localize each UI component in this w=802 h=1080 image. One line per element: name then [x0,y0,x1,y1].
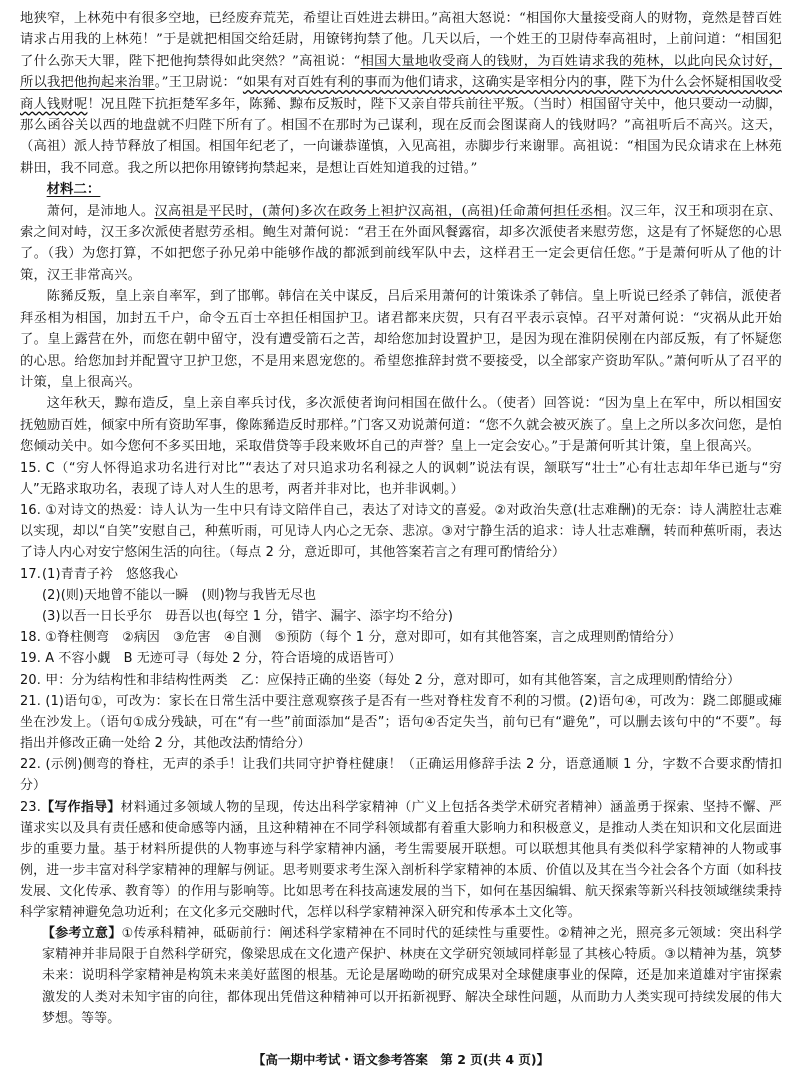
reference-ideas-tag: 【参考立意】 [42,926,122,942]
answer-15: 15. C（“穷人怀得追求功名进行对比”“表达了对只追求功名利禄之人的讽刺”说法有误，颔联写“壮士”心有壮志却年华已逝与“穷人”无路求取功名，表现了诗人对人生的思考，两者并非对比，也并非讽刺。） [20,460,782,497]
answer-20: 20. 甲：分为结构性和非结构性两类 乙：应保持正确的坐姿（每处 2 分，意对即可，如有其他答案，言之成理则酌情给分） [20,672,741,688]
material1-text-c: ！况且陛下抗拒楚军多年，陈豨、黥布反叛时，陛下又亲自带兵前往平叛。（当时）相国留守关中，他只要动一动脚，那么函谷关以西的地盘就不归陛下所有了。相国不在那时为己谋利，现在反而会图谋商人的钱财吗？”高祖听后不高兴。这天，（高祖）派人持节释放了相国。相国年纪老了，一向谦恭谨慎，入见高祖，赤脚步行来谢罪。高祖说：“相国为民众请求在上林苑耕田，我不同意。我之所以把你用镣铐拘禁起来，是想让百姓知道我的过错。” [20,96,783,176]
material1-text-b: 。”王卫尉说：“ [154,75,243,91]
material1-wavy-sentence: 如果有对百姓有利的事而为他们请求，这确实是宰相分内的事，陛下为什么会怀疑相国收受商人钱财呢 [20,75,783,112]
material2-underlined-sentence: 汉高祖是平民时，(萧何)多次在政务上袒护汉高祖，(高祖)任命萧何担任丞相 [154,203,607,219]
material1-text-a: 地狭窄，上林苑中有很多空地，已经废弃荒芜，希望让百姓进去耕田。”高祖大怒说：“相国你大量接受商人的财物，竟然是替百姓请求占用我的上林苑！”于是就把相国交给廷尉，用镣铐拘禁了他。几天以后，一个姓王的卫尉侍奉高祖时，上前问道：“相国犯了什么弥天大罪，陛下把他拘禁得如此突然？”高祖说：“ [20,11,782,69]
answer-17-3: (3)以吾一日长乎尔 毋吾以也(每空 1 分，错字、漏字、添字均不给分) [42,608,454,624]
answer-23-guide: 23.【写作指导】材料通过多领域人物的呈现，传达出科学家精神（广义上包括各类学术研究者精神）涵盖勇于探索、坚持不懈、严谨求实以及具有责任感和使命感等内涵，且这种精神在不同学科领域都有着重大影响力和积极意义，是推动人类在知识和文化层面进步的重要力量。基于材料所提供的人物事迹与科学家精神内涵，考生需要展开联想。可以联想其他具有类似科学家精神的人物或事例，进一步丰富对科学家精神的理解与例证。思考则要求考生深入剖析科学家精神的本质、价值以及其在当今社会各个方面（如科技发展、文化传承、教育等）的作用与影响等。比如思考在科技高速发展的当下，如何在基因编辑、航天探索等新兴科技领域继续秉持科学家精神避免急功近利；在文化多元交融时代，怎样以科学家精神深入研究和传承本土文化等。 [20,799,782,921]
answer-17-label: 17. [20,566,41,582]
answer-22: 22. (示例)侧弯的脊柱，无声的杀手！让我们共同守护脊柱健康！（正确运用修辞手法 2 分，语意通顺 1 分，字数不合要求酌情扣分） [20,757,782,794]
material2-para-1: 萧何，是沛地人。汉高祖是平民时，(萧何)多次在政务上袒护汉高祖，(高祖)任命萧何担任丞相。汉三年，汉王和项羽在京、索之间对峙，汉王多次派使者慰劳丞相。鲍生对萧何说：“君王在外面风餐露宿，却多次派使者来慰劳您，这是有了怀疑您的心思了。（我）为您打算，不如把您子孙兄弟中能够作战的都派到前线军队中去，这样君王一定会更信任您。”于是萧何听从了他的计策，汉王非常高兴。 [20,203,783,283]
answer-18: 18. ①脊柱侧弯 ②病因 ③危害 ④自测 ⑤预防（每个 1 分，意对即可，如有其他答案，言之成理则酌情给分） [20,630,682,646]
answer-16: 16. ①对诗文的热爱：诗人认为一生中只有诗文陪伴自己，表达了对诗文的喜爱。②对政治失意(壮志难酬)的无奈：诗人满腔壮志难以实现，却以“自笑”安慰自己，种蕉听雨，可见诗人内心之无奈、悲凉。③对宁静生活的追求：诗人壮志难酬，转而种蕉听雨，表达了诗人内心对安宁悠闲生活的向往。（每点 2 分，意近即可，其他答案若言之有理可酌情给分） [20,503,782,561]
answer-19: 19. A 不容小觑 B 无迹可寻（每处 2 分，符合语境的成语皆可） [20,651,402,667]
answer-page [20,8,782,1029]
answer-23-ideas: 【参考立意】①传承科精神，砥砺前行：阐述科学家精神在不同时代的延续性与重要性。②精神之光，照亮多元领域：突出科学家精神并非局限于自然科学研究，像梁思成在文化遗产保护、林庚在文学研究领域同样彰显了其核心特质。③以精神为基，筑梦未来：说明科学家精神是构筑未来美好蓝图的根基。无论是屠呦呦的研究成果对全球健康事业的保障，还是加来道雄对宇宙探索激发的人类对未知宇宙的向往，都体现出凭借这种精神可以开拓新视野、解决全球性问题，从而助力人类实现可持续发展的伟大梦想。等等。 [42,926,782,1026]
answer-17-2: (2)(则)天地曾不能以一瞬 (则)物与我皆无尽也 [42,587,317,603]
answer-21: 21. (1)语句①，可改为：家长在日常生活中要注意观察孩子是否有一些对脊柱发育不利的习惯。(2)语句④，可改为：跷二郎腿或瘫坐在沙发上。（语句①成分残缺，可在“有一些”前面添加“是否”；语句④否定失当，前句已有“避免”，可以删去该句中的“不要”。每指出并修改正确一处给 2 分，其他改法酌情给分） [20,693,782,752]
material1-underlined-sentence: 相国大量地收受商人的钱财，为百姓请求我的苑林，以此向民众讨好，所以我把他拘起来治罪 [20,53,782,91]
material1-tail [20,8,782,179]
material2-para-3: 这年秋天，黥布造反，皇上亲自率兵讨伐，多次派使者询问相国在做什么。（使者）回答说：“因为皇上在军中，所以相国安抚勉励百姓，倾家中所有资助军事，像陈豨造反时那样。”门客又劝说萧何道：“您不久就会被灭族了。皇上之所以多次问您，是怕您倾动关中。如今您何不多买田地，采取借贷等手段来败坏自己的声誉？皇上一定会安心。”于是萧何听其计策，皇上很高兴。 [20,396,782,455]
material2-heading: 材料二： [46,182,101,198]
material2-para-2: 陈豨反叛，皇上亲自率军，到了邯郸。韩信在关中谋反，吕后采用萧何的计策诛杀了韩信。皇上听说已经杀了韩信，派使者拜丞相为相国，加封五千户，命令五百士卒担任相国护卫。诸君都来庆贺，只有召平表示哀悼。召平对萧何说：“灾祸从此开始了。皇上露营在外，而您在朝中留守，没有遭受箭石之苦，却给您加封设置护卫，是因为现在淮阴侯刚在内部反叛，有了怀疑您的心思。给您加封并配置守卫护卫您，不是用来恩宠您的。希望您推辞封赏不要接受，以全部家产资助军队。”萧何听从了召平的计策，皇上很高兴。 [20,289,782,390]
page-footer: 【高一期中考试・语文参考答案 第 2 页(共 4 页)】 [252,1052,550,1067]
writing-guide-tag: 【写作指导】 [40,799,121,815]
answer-17-1: (1)青青子衿 悠悠我心 [42,566,179,582]
